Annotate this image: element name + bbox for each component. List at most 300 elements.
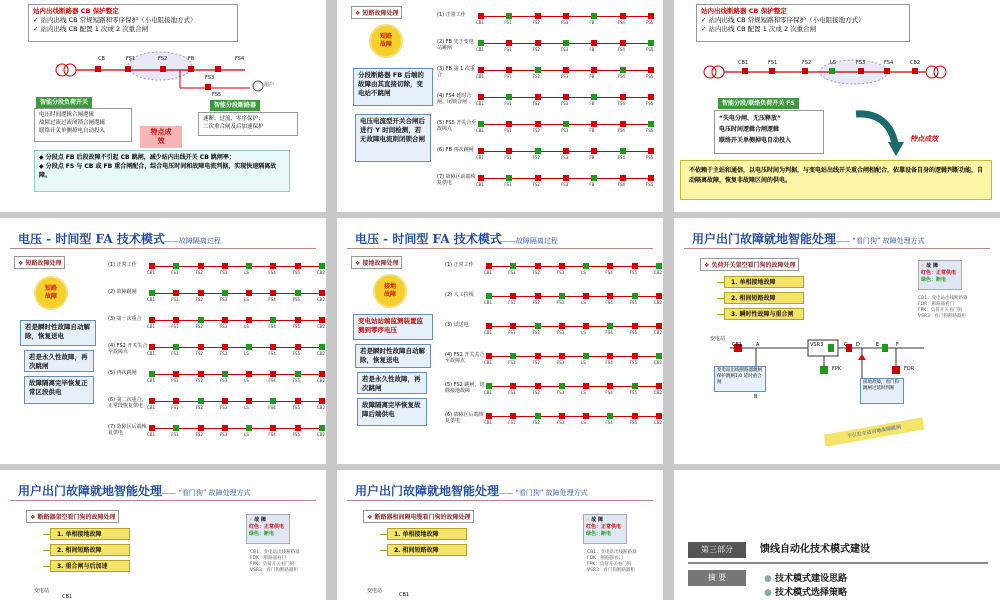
switch-name: FS5 (292, 432, 301, 437)
switch-name: FS2 (532, 300, 540, 305)
switch-name: FS5 (629, 360, 638, 365)
switch-name: FS4 (605, 360, 613, 365)
bullet-box (34, 150, 290, 192)
step-label: (3) 第一次重合 (108, 316, 142, 322)
info-box-red: 变电站站端监测装置监测到零序电压 (353, 314, 433, 340)
step-list (437, 6, 663, 206)
switch-name: FS2 (532, 390, 540, 395)
switch-node (656, 263, 662, 269)
legend-title: ⚡ 故 障 (921, 263, 939, 269)
part-label: 第三部分 (688, 542, 746, 558)
slide-thumb-3[interactable] (674, 0, 1000, 212)
switch-name: FS5 (292, 378, 301, 383)
switch-node (591, 40, 597, 46)
slide-thumb-5[interactable] (337, 218, 663, 464)
step-row (108, 397, 326, 411)
switch-name: CB2 (317, 270, 326, 275)
diag-label: 变电站 (710, 336, 726, 342)
switch-node (583, 323, 589, 329)
switch-node (563, 121, 569, 127)
switch-node (173, 425, 179, 431)
switch-name: FS2 (532, 360, 540, 365)
slide-thumb-1[interactable] (0, 0, 326, 212)
switch-name: FS1 (171, 324, 179, 329)
step-label: (5) FS2 跳闸，切除接地故障 (445, 382, 485, 394)
switch-node (506, 148, 512, 154)
switch-node (535, 175, 541, 181)
switch-name: CB1 (476, 182, 485, 187)
switch-name: FS4 (268, 351, 276, 356)
info-box-1: 若是瞬时性故障自动解除，恢复送电 (20, 320, 96, 346)
step-row (445, 292, 663, 306)
switch-name: CB2 (654, 390, 663, 395)
switch-name: FS2 (532, 420, 540, 425)
switch-name: CB1 (484, 330, 493, 335)
switch-node (563, 40, 569, 46)
switch-name: FS3 (556, 300, 565, 305)
switch-node (198, 317, 204, 323)
diag-label-cb: CB (98, 56, 105, 62)
diag-label: FS1 (768, 60, 778, 66)
switch-name: CB1 (476, 20, 485, 25)
switch-name: FS2 (195, 324, 203, 329)
step-row (445, 382, 663, 396)
switch-node (620, 121, 626, 127)
check-item: ✓ 站内出线 CB 常规短路和零序保护（小电阻接地方式） (33, 16, 197, 24)
switch-node (478, 121, 484, 127)
switch-name: FS4 (605, 420, 613, 425)
switch-name: FS2 (532, 155, 540, 160)
check-item: ✓ 站内出线 CB 配置 1 次或 2 次重合闸 (701, 25, 817, 33)
switch-node (591, 148, 597, 154)
switch-name: FS1 (171, 351, 179, 356)
switch-node (535, 121, 541, 127)
switch-node (270, 317, 276, 323)
bottom-summary: 不依赖于主站和通信，以电压时间为判据，与变电站出线开关重合闸相配合，依靠设备自身的逻辑判断功能，自动隔离故障，恢复非故障区间的供电。 (680, 160, 992, 200)
switch-name: FS3 (561, 20, 569, 25)
switch-node (591, 175, 597, 181)
step-row (445, 322, 663, 336)
info-box-1: 分段断路器 FB 后端的故障由其直接切除，变电站不跳闸 (353, 68, 433, 106)
switch-name: FB (589, 128, 595, 133)
slide-thumb-7[interactable] (0, 470, 326, 600)
switch-node (149, 344, 155, 350)
switch-name: CB2 (654, 300, 663, 305)
switch-node (656, 293, 662, 299)
cb-protection-box (28, 4, 238, 42)
section-tag: ❖ 短路故障处理 (14, 256, 65, 269)
switch-node (559, 353, 565, 359)
switch-name: FS3 (556, 390, 565, 395)
switch-node (632, 263, 638, 269)
switch-name: FS1 (504, 47, 512, 52)
switch-name: FS3 (556, 270, 565, 275)
switch-name: FS5 (646, 74, 654, 79)
step-label: (2) FB 先于变电站跳闸 (437, 39, 474, 51)
switch-node (319, 344, 325, 350)
switch-name: FS5 (646, 47, 654, 52)
switch-node (506, 121, 512, 127)
switch-name: LS (581, 420, 586, 425)
fault-type-item[interactable]: 3. 重合闸与后加速 (50, 560, 130, 572)
switch-node (535, 40, 541, 46)
switch-name: FS4 (617, 155, 625, 160)
switch-node (535, 293, 541, 299)
switch-name: FS2 (532, 270, 540, 275)
switch-node (295, 425, 301, 431)
switch-node (607, 263, 613, 269)
switch-name: FS1 (508, 390, 516, 395)
bullet-item: ◆ 分段点 FB 后段故障不引起 CB 跳闸，减少站内出线开关 CB 跳闸率； (39, 154, 235, 161)
switch-name: FB (589, 101, 595, 106)
curved-arrow (850, 108, 910, 158)
switch-node (510, 413, 516, 419)
info-box-3: 故障隔离完毕恢复故障后端供电 (357, 398, 427, 426)
switch-name: FS5 (292, 297, 301, 302)
switch-node (319, 371, 325, 377)
switch-node (270, 290, 276, 296)
switch-name: FS2 (532, 128, 540, 133)
switch-node (149, 371, 155, 377)
fault-type-item[interactable]: 3. 瞬时性故障与重合闸 (724, 308, 804, 320)
switch-name: FB (589, 74, 595, 79)
switch-name: FS4 (617, 128, 625, 133)
legend-title: ⚡ 故 障 (249, 517, 267, 523)
bullet-item: ◆ 分段点 FS 与 CB 或 FB 重合闸配合，综合电压时间和故障电流判据，实现快速隔离故障。 (39, 163, 277, 179)
switch-name: FB (589, 20, 595, 25)
fault-type-item[interactable]: 1. 单相接地故障 (724, 276, 804, 288)
step-row (437, 66, 657, 80)
switch-name: FS3 (561, 182, 569, 187)
section-tag: ❖ 接地故障处理 (351, 256, 402, 269)
step-label: (1) 正常工作 (437, 12, 466, 18)
switch-name: FS1 (508, 300, 516, 305)
switch-node (222, 398, 228, 404)
step-label: (4) FS2 开关关合至故障点 (445, 352, 485, 364)
switch-name: FS3 (556, 360, 565, 365)
switch-name: FS5 (629, 420, 638, 425)
switch-name: CB2 (317, 324, 326, 329)
switch-name: CB1 (484, 270, 493, 275)
switch-name: CB1 (484, 420, 493, 425)
step-label: (5) FS5 开关合至故障点 (437, 120, 477, 132)
switch-name: LS (581, 390, 586, 395)
switch-name: CB2 (317, 405, 326, 410)
diag-label: 变电站 (34, 588, 50, 594)
switch-node (295, 371, 301, 377)
switch-name: FS5 (629, 270, 638, 275)
switch-node (478, 175, 484, 181)
switch-name: LS (581, 270, 586, 275)
switch-node (535, 413, 541, 419)
slide-thumb-2[interactable] (337, 0, 663, 212)
switch-node (486, 383, 492, 389)
step-label: (2) 人工拉线 (445, 292, 474, 298)
fault-type-item[interactable]: 1. 单相接地故障 (50, 528, 130, 540)
diag-label: FPK (832, 366, 842, 372)
switch-node (506, 94, 512, 100)
switch-name: FS5 (646, 155, 654, 160)
step-row (437, 93, 657, 107)
switch-node (173, 263, 179, 269)
diag-label-user: 用户 (264, 82, 275, 88)
switch-name: CB1 (484, 300, 493, 305)
switch-node (246, 317, 252, 323)
switch-name: FS4 (268, 297, 276, 302)
switch-node (632, 293, 638, 299)
step-row (108, 370, 326, 384)
diag-label: CB1 (62, 594, 73, 600)
switch-node (583, 293, 589, 299)
switch-node (535, 263, 541, 269)
switch-name: CB1 (476, 128, 485, 133)
switch-node (149, 317, 155, 323)
switch-name: CB1 (476, 101, 485, 106)
switch-name: LS (581, 330, 586, 335)
step-list (108, 256, 326, 464)
diag-label: LS (830, 60, 836, 66)
green-right-label: 智能分段断路器 (210, 100, 260, 111)
switch-name: CB1 (147, 432, 156, 437)
diag-label-fs5: FS5 (212, 92, 222, 98)
switch-node (559, 293, 565, 299)
step-row (108, 343, 326, 357)
switch-name: LS (244, 270, 249, 275)
switch-name: CB1 (476, 74, 485, 79)
switch-name: CB1 (147, 270, 156, 275)
fault-type-item[interactable]: 2. 相间短路故障 (387, 544, 467, 556)
switch-name: FS3 (556, 330, 565, 335)
switch-name: FS5 (646, 20, 654, 25)
diag-label: 变电站 (367, 588, 383, 594)
step-row (108, 262, 326, 276)
diag-label: CB2 (910, 60, 921, 66)
switch-name: FS2 (195, 405, 203, 410)
switch-name: FS2 (195, 378, 203, 383)
switch-name: FS3 (561, 101, 569, 106)
switch-node (149, 425, 155, 431)
switch-name: FS4 (605, 390, 613, 395)
step-row (108, 424, 326, 438)
step-label: (3) FB 第 1 次重合 (437, 66, 475, 78)
note-box-2: 接地故障，看门狗跳闸过延时判断 (860, 378, 904, 404)
switch-name: FS2 (532, 330, 540, 335)
switch-node (510, 323, 516, 329)
switch-node (319, 290, 325, 296)
part-title: 馈线自动化技术模式建设 (760, 544, 870, 555)
slide-thumb-4[interactable] (0, 218, 326, 464)
note-box-1: 变电站出线断路器跳闸保护跳闸1.0 延时重合闸 (714, 366, 766, 392)
step-label: (5) 再次跳闸 (108, 370, 137, 376)
fault-badge: 短路 故障 (371, 26, 401, 56)
switch-node (506, 40, 512, 46)
diag-label-fs1: FS1 (126, 56, 136, 62)
fault-type-item[interactable]: 2. 相间短路故障 (50, 544, 130, 556)
switch-node (656, 323, 662, 329)
switch-name: FS1 (508, 330, 516, 335)
switch-node (295, 263, 301, 269)
switch-name: FS1 (504, 74, 512, 79)
info-box-1: 若是瞬时性故障自动解除，恢复送电 (355, 344, 431, 368)
legend-notes: CB1：变电站出线断路器 FDR：断路器看门 FPK：负荷开关看门狗 VSR3：看门狗断路器柜 (918, 296, 968, 319)
switch-node (478, 148, 484, 154)
feature-label: 特点成效 (910, 135, 938, 143)
switch-name: FS3 (561, 47, 569, 52)
summary-item: ● 技术模式选择策略 (764, 588, 848, 598)
switch-node (656, 413, 662, 419)
step-label: (3) 试送电 (445, 322, 469, 328)
switch-name: FS3 (219, 324, 228, 329)
switch-name: FS2 (195, 270, 203, 275)
step-row (437, 120, 657, 134)
switch-name: FS3 (561, 155, 569, 160)
switch-name: FS1 (504, 101, 512, 106)
slide-thumb-8[interactable] (337, 470, 663, 600)
title-divider (347, 500, 653, 501)
step-row (445, 352, 663, 366)
switch-node (620, 148, 626, 154)
title-divider (347, 248, 653, 249)
switch-name: FS4 (605, 270, 613, 275)
slide-title: 用户出门故障就地智能处理—— “看门狗” 故障处理方式 (355, 484, 588, 498)
switch-node (535, 383, 541, 389)
switch-name: FS4 (268, 405, 276, 410)
diag-label: B (754, 394, 758, 400)
switch-node (246, 290, 252, 296)
switch-node (319, 263, 325, 269)
switch-name: FS5 (292, 270, 301, 275)
switch-node (319, 398, 325, 404)
fault-type-item[interactable]: 2. 相间短路故障 (724, 292, 804, 304)
title-underline (688, 562, 988, 564)
switch-name: FS5 (646, 128, 654, 133)
switch-node (591, 67, 597, 73)
legend-title: ⚡ 故 障 (586, 517, 604, 523)
title-divider (10, 248, 316, 249)
switch-name: CB1 (147, 324, 156, 329)
switch-name: FS2 (195, 351, 203, 356)
slide-title: 电压 - 时间型 FA 技术模式——故障隔离过程 (355, 232, 558, 246)
switch-name: FB (589, 182, 595, 187)
diag-label: FS3 (856, 60, 866, 66)
switch-name: FS5 (629, 390, 638, 395)
switch-name: FS2 (532, 47, 540, 52)
slide-thumb-6[interactable] (674, 218, 1000, 464)
switch-name: FS5 (292, 405, 301, 410)
switch-node (173, 371, 179, 377)
switch-name: FS2 (532, 182, 540, 187)
switch-node (563, 67, 569, 73)
switch-node (486, 263, 492, 269)
switch-name: FS5 (629, 330, 638, 335)
switch-node (173, 290, 179, 296)
green-left-label: 智能分段负荷开关 (36, 97, 92, 108)
switch-name: FS5 (629, 300, 638, 305)
info-box-2: 若是永久性故障，再次跳闸 (24, 350, 94, 372)
diag-label-fs3: FS3 (205, 75, 215, 81)
step-row (108, 289, 326, 303)
switch-node (563, 148, 569, 154)
feature-badge: 特点成 效 (140, 126, 182, 148)
logic-box: “失电分闸、无压释放” 电压时间逻辑合闸逻辑 联络开关单侧掉电自动投入 (714, 110, 824, 154)
switch-node (563, 13, 569, 19)
switch-node (486, 323, 492, 329)
switch-name: LS (244, 351, 249, 356)
switch-name: CB1 (147, 297, 156, 302)
switch-node (295, 290, 301, 296)
color-legend: ⚡ 故 障 红色：正常供电 绿色：断电 (246, 514, 290, 544)
right-logic-box: 速断、过流、零序保护； 二次重合闸及后加速保护 (198, 112, 298, 136)
step-row (437, 39, 657, 53)
diag-label: CB1 (738, 60, 749, 66)
switch-node (656, 353, 662, 359)
step-label: (6) 第二次重合，正常段恢复供电 (108, 397, 147, 409)
switch-name: LS (581, 360, 586, 365)
switch-name: CB2 (317, 351, 326, 356)
info-box-2: 若是永久性故障，再次跳闸 (357, 372, 427, 394)
step-label: (6) 故障区后端恢复供电 (445, 412, 484, 424)
check-item: ✓ 站内出线 CB 常规短路和零序保护（小电阻接地方式） (701, 16, 865, 24)
switch-node (270, 371, 276, 377)
diag-label: FS4 (884, 60, 894, 66)
switch-name: FS3 (561, 128, 569, 133)
switch-node (270, 425, 276, 431)
section-tag: ❖ 短路故障处理 (351, 6, 402, 19)
switch-node (607, 413, 613, 419)
switch-node (620, 94, 626, 100)
switch-node (222, 263, 228, 269)
switch-node (222, 425, 228, 431)
switch-node (198, 263, 204, 269)
switch-name: CB1 (147, 378, 156, 383)
switch-name: FS5 (292, 324, 301, 329)
step-row (445, 412, 663, 426)
switch-node (149, 398, 155, 404)
cb-header: 站内出线断路器 CB 保护整定 (701, 7, 787, 15)
switch-name: CB1 (484, 360, 493, 365)
switch-node (648, 175, 654, 181)
fault-type-item[interactable]: 1. 单相接地故障 (387, 528, 467, 540)
switch-node (535, 323, 541, 329)
switch-name: FS1 (504, 155, 512, 160)
switch-name: FS4 (617, 101, 625, 106)
section-tag: ❖ 断路器架空看门狗的故障处理 (26, 510, 119, 523)
switch-name: FS1 (504, 182, 512, 187)
switch-name: FS3 (219, 405, 228, 410)
switch-node (506, 13, 512, 19)
switch-name: FS4 (617, 182, 625, 187)
switch-name: FS4 (617, 74, 625, 79)
switch-name: FS1 (171, 270, 179, 275)
diag-label-fs4: FS4 (235, 56, 245, 62)
switch-name: FS4 (617, 20, 625, 25)
switch-name: FS3 (219, 378, 228, 383)
switch-name: FS3 (219, 351, 228, 356)
switch-node (648, 94, 654, 100)
switch-name: FS3 (556, 420, 565, 425)
diag-label: VSR3 (810, 342, 824, 348)
switch-node (535, 67, 541, 73)
step-label: (4) FS2 开关失合至故障点 (108, 343, 148, 355)
switch-name: FS2 (532, 74, 540, 79)
slide-thumb-9[interactable] (674, 470, 1000, 600)
switch-name: FS1 (504, 20, 512, 25)
switch-node (246, 371, 252, 377)
switch-name: FS3 (219, 297, 228, 302)
switch-name: FS3 (219, 270, 228, 275)
diag-label: FDR (904, 366, 915, 372)
switch-node (648, 121, 654, 127)
